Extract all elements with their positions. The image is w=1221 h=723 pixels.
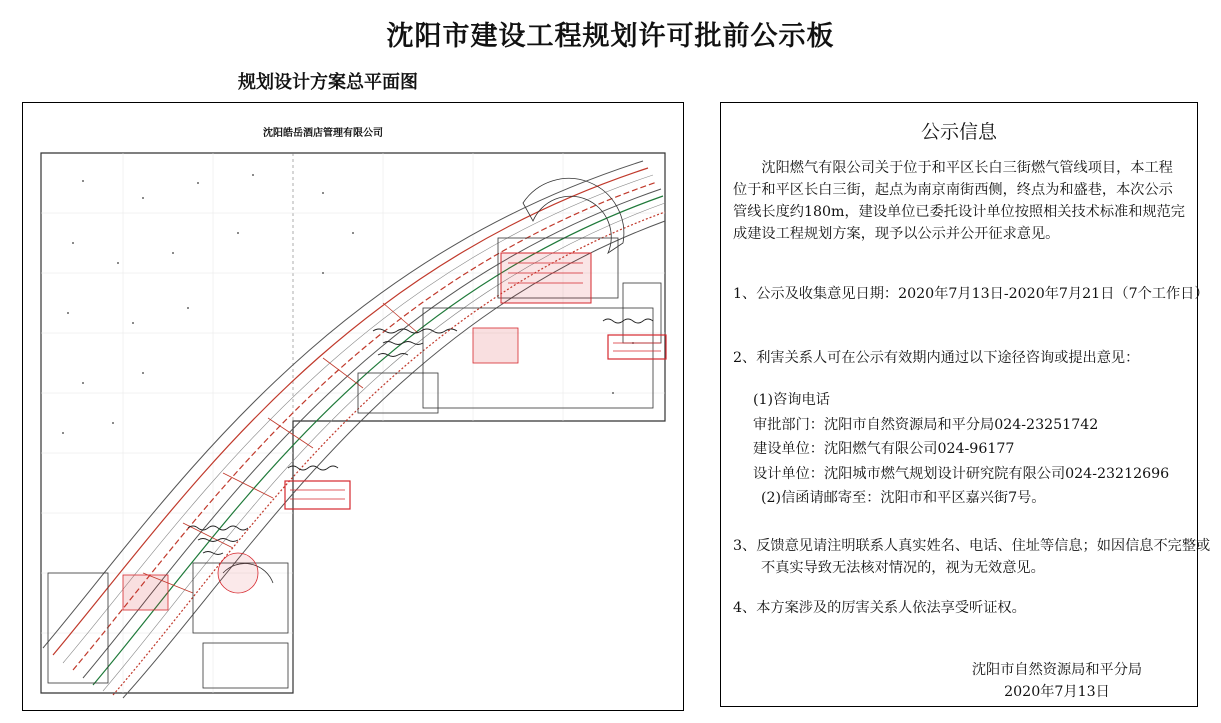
gas-pipelines bbox=[53, 168, 665, 695]
notice-info-panel bbox=[720, 102, 1211, 707]
info-heading: 公示信息 bbox=[920, 121, 997, 143]
pipe-ticks bbox=[143, 303, 418, 593]
site-plan-map bbox=[22, 102, 684, 711]
mail-address: (2)信函请邮寄至：沈阳市和平区嘉兴街7号。 bbox=[761, 490, 1046, 506]
item-3-feedback: 3、反馈意见请注明联系人真实姓名、电话、住址等信息；如因信息不完整或不真实导致无法核对情况的，视为无效意见。 bbox=[733, 538, 1211, 576]
map-title: 规划设计方案总平面图 bbox=[238, 72, 418, 93]
contact-construction-unit: 建设单位：沈阳燃气有限公司024-96177 bbox=[753, 441, 1015, 457]
item-1-dates: 1、公示及收集意见日期：2020年7月13日-2020年7月21日（7个工作日） bbox=[733, 286, 1209, 302]
signature-org: 沈阳市自然资源局和平分局 bbox=[971, 662, 1143, 678]
approval-stamps bbox=[123, 253, 666, 610]
item-4-hearing: 4、本方案涉及的厉害关系人依法享受听证权。 bbox=[733, 600, 1026, 616]
road-corridor bbox=[43, 161, 665, 698]
site-plan-drawing bbox=[23, 103, 683, 710]
board-title: 沈阳市建设工程规划许可批前公示板 bbox=[386, 21, 835, 52]
intro-paragraph: 沈阳燃气有限公司关于位于和平区长白三街燃气管线项目，本工程位于和平区长白三街，起点为南京南街西侧，终点为和盛巷，本次公示管线长度约180m，建设单位已委托设计单位按照相关技术标准和规范完成建设工程规划方案，现予以公示并公开征求意见。 bbox=[733, 160, 1185, 242]
contact-approval-dept: 审批部门：沈阳市自然资源局和平分局024-23251742 bbox=[753, 417, 1099, 433]
contact-design-unit: 设计单位：沈阳城市燃气规划设计研究院有限公司024-23212696 bbox=[753, 466, 1170, 482]
map-company-header: 沈阳皓岳酒店管理有限公司 bbox=[263, 128, 383, 139]
signature-date: 2020年7月13日 bbox=[1004, 684, 1110, 700]
consult-title: (1)咨询电话 bbox=[753, 392, 830, 408]
item-2-channels: 2、利害关系人可在公示有效期内通过以下途径咨询或提出意见： bbox=[733, 350, 1140, 366]
handwritten-notes bbox=[188, 319, 653, 555]
